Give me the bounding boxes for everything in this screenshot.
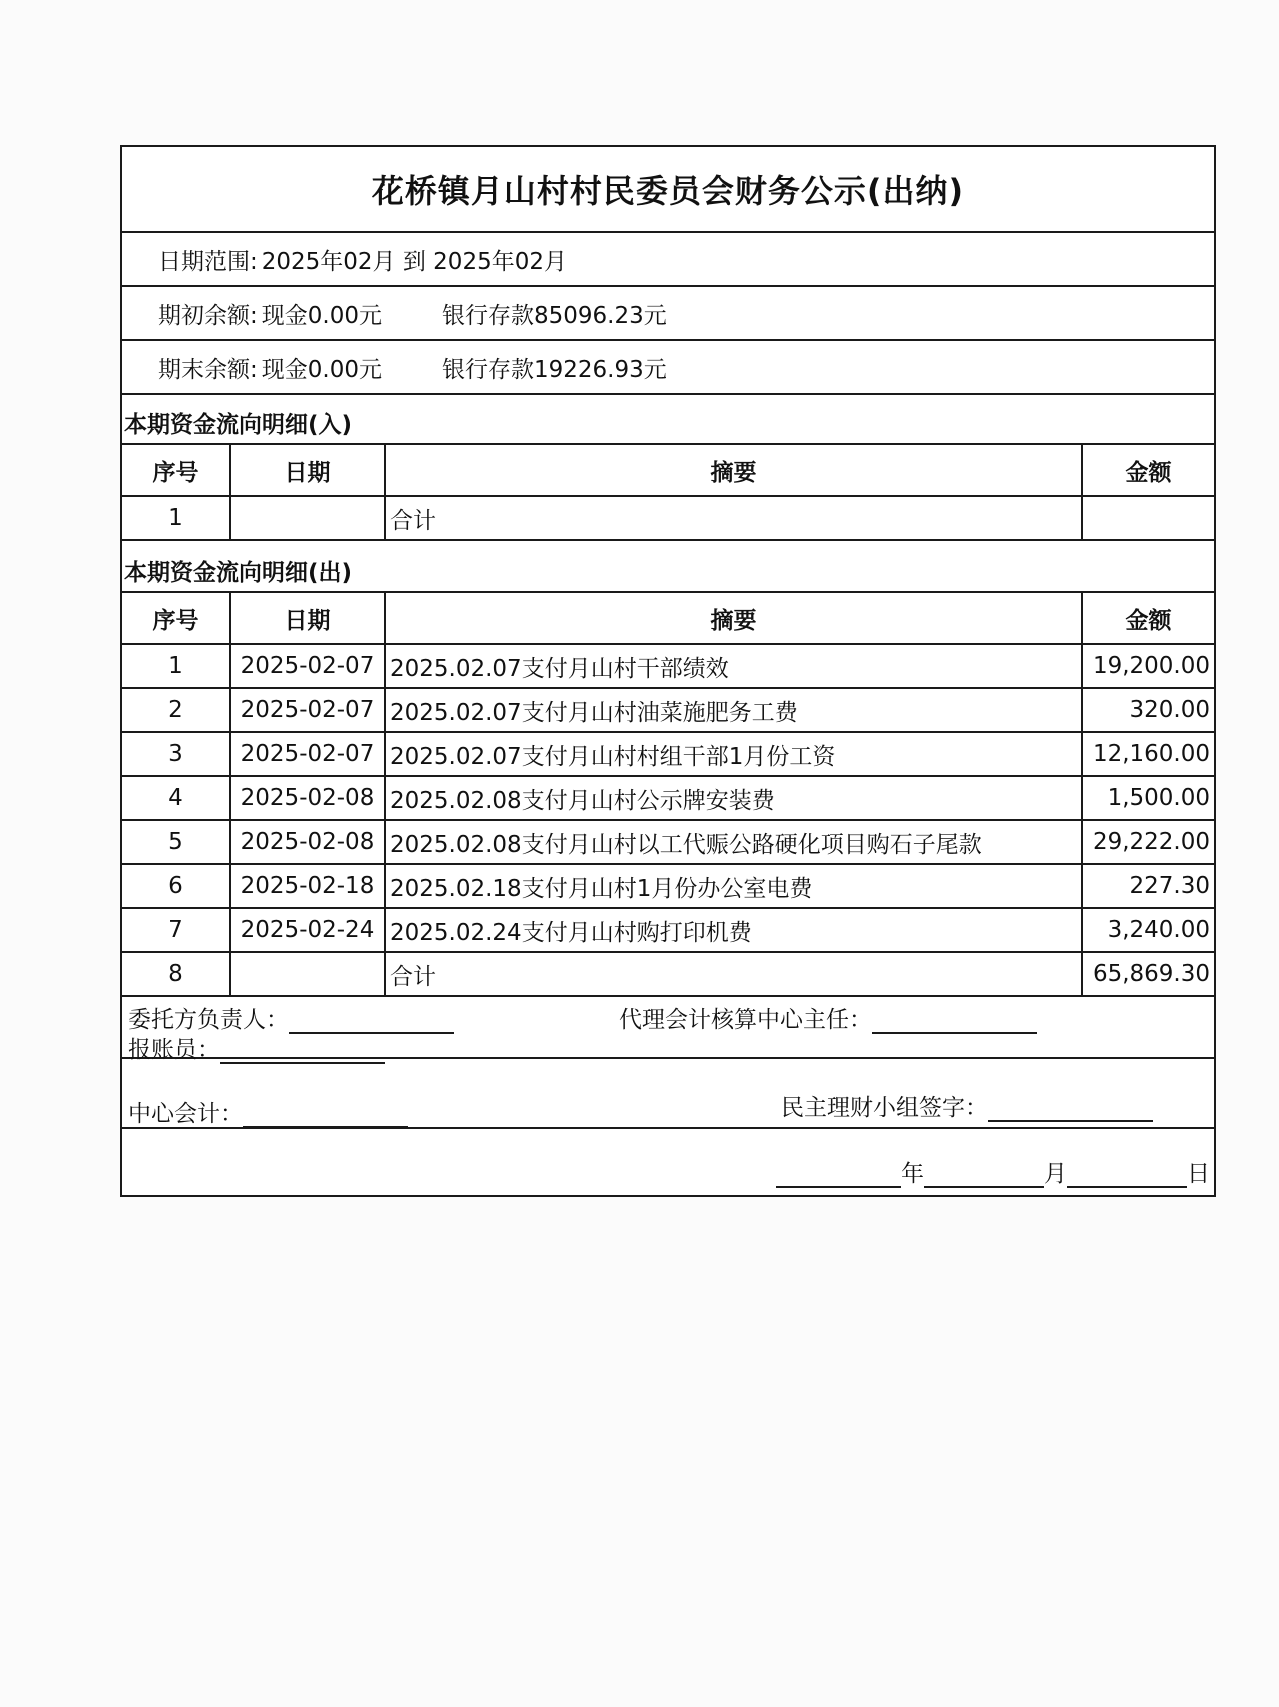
expense-table [122, 591, 1214, 997]
table-row [122, 820, 1214, 864]
expense-header-summary: 摘要 [385, 592, 1082, 644]
row-amount: 320.00 [1082, 688, 1214, 732]
row-amount: 3,240.00 [1082, 908, 1214, 952]
table-row [122, 732, 1214, 776]
row-date: 2025-02-08 [230, 776, 385, 820]
date-signature-row [122, 1129, 1214, 1195]
table-row [122, 776, 1214, 820]
center-accountant-signature [128, 1095, 408, 1128]
row-amount: 65,869.30 [1082, 952, 1214, 996]
row-amount: 29,222.00 [1082, 820, 1214, 864]
date-range-value: 2025年02月 到 2025年02月 [261, 248, 567, 275]
row-date: 2025-02-07 [230, 644, 385, 688]
signature-date [776, 1155, 1210, 1188]
date-range-row [122, 233, 1214, 287]
expense-header-amount: 金额 [1082, 592, 1214, 644]
income-header-row [122, 444, 1214, 496]
row-date: 2025-02-18 [230, 864, 385, 908]
client-head-signature [128, 1001, 454, 1034]
expense-header-no: 序号 [122, 592, 230, 644]
opening-balance-bank: 银行存款85096.23元 [441, 302, 667, 329]
document-title: 花桥镇月山村村民委员会财务公示(出纳) [122, 147, 1214, 233]
row-no: 1 [122, 496, 230, 540]
center-accountant-label: 中心会计： [128, 1101, 243, 1127]
row-no: 7 [122, 908, 230, 952]
row-no: 4 [122, 776, 230, 820]
row-summary: 2025.02.07支付月山村干部绩效 [385, 644, 1082, 688]
day-line[interactable] [1067, 1162, 1187, 1188]
bookkeeper-label: 报账员： [128, 1037, 220, 1063]
opening-balance-row [122, 287, 1214, 341]
table-row [122, 908, 1214, 952]
table-row [122, 952, 1214, 996]
row-amount: 19,200.00 [1082, 644, 1214, 688]
income-section-title: 本期资金流向明细(入) [124, 412, 353, 438]
year-label: 年 [901, 1161, 924, 1187]
row-summary: 2025.02.07支付月山村村组干部1月份工资 [385, 732, 1082, 776]
row-summary: 2025.02.07支付月山村油菜施肥务工费 [385, 688, 1082, 732]
row-summary: 2025.02.18支付月山村1月份办公室电费 [385, 864, 1082, 908]
row-no: 6 [122, 864, 230, 908]
table-row [122, 688, 1214, 732]
income-header-no: 序号 [122, 444, 230, 496]
row-date [230, 952, 385, 996]
client-head-label: 委托方负责人： [128, 1007, 289, 1033]
row-amount: 227.30 [1082, 864, 1214, 908]
table-row [122, 644, 1214, 688]
row-date [230, 496, 385, 540]
expense-section-title: 本期资金流向明细(出) [124, 560, 353, 586]
row-summary: 合计 [385, 496, 1082, 540]
row-date: 2025-02-07 [230, 688, 385, 732]
row-summary: 合计 [385, 952, 1082, 996]
row-summary: 2025.02.08支付月山村公示牌安装费 [385, 776, 1082, 820]
agency-director-signature-line[interactable] [872, 1010, 1037, 1034]
date-range-label: 日期范围: [158, 248, 258, 275]
month-label: 月 [1044, 1161, 1067, 1187]
closing-balance-row [122, 341, 1214, 395]
row-date: 2025-02-24 [230, 908, 385, 952]
closing-balance-cash: 现金0.00元 [261, 356, 382, 383]
closing-balance-bank: 银行存款19226.93元 [441, 356, 667, 383]
row-amount [1082, 496, 1214, 540]
opening-balance-label: 期初余额: [158, 302, 258, 329]
row-no: 3 [122, 732, 230, 776]
table-row [122, 496, 1214, 540]
income-header-date: 日期 [230, 444, 385, 496]
signature-row-2 [122, 1059, 1214, 1129]
finance-group-label: 民主理财小组签字： [781, 1095, 988, 1121]
row-amount: 1,500.00 [1082, 776, 1214, 820]
finance-notice-sheet [120, 145, 1216, 1197]
row-date: 2025-02-07 [230, 732, 385, 776]
income-table [122, 443, 1214, 541]
row-no: 2 [122, 688, 230, 732]
row-summary: 2025.02.08支付月山村以工代赈公路硬化项目购石子尾款 [385, 820, 1082, 864]
opening-balance-cash: 现金0.00元 [261, 302, 382, 329]
row-date: 2025-02-08 [230, 820, 385, 864]
table-row [122, 864, 1214, 908]
agency-director-signature [619, 1001, 1037, 1034]
year-line[interactable] [776, 1162, 901, 1188]
expense-header-row [122, 592, 1214, 644]
center-accountant-signature-line[interactable] [243, 1104, 408, 1128]
day-label: 日 [1187, 1161, 1210, 1187]
signature-row-1 [122, 997, 1214, 1063]
finance-group-signature [781, 1089, 1153, 1122]
closing-balance-label: 期末余额: [158, 356, 258, 383]
row-no: 1 [122, 644, 230, 688]
income-header-summary: 摘要 [385, 444, 1082, 496]
row-no: 5 [122, 820, 230, 864]
month-line[interactable] [924, 1162, 1044, 1188]
finance-group-signature-line[interactable] [988, 1098, 1153, 1122]
row-no: 8 [122, 952, 230, 996]
agency-director-label: 代理会计核算中心主任： [619, 1007, 872, 1033]
expense-header-date: 日期 [230, 592, 385, 644]
row-amount: 12,160.00 [1082, 732, 1214, 776]
income-header-amount: 金额 [1082, 444, 1214, 496]
row-summary: 2025.02.24支付月山村购打印机费 [385, 908, 1082, 952]
